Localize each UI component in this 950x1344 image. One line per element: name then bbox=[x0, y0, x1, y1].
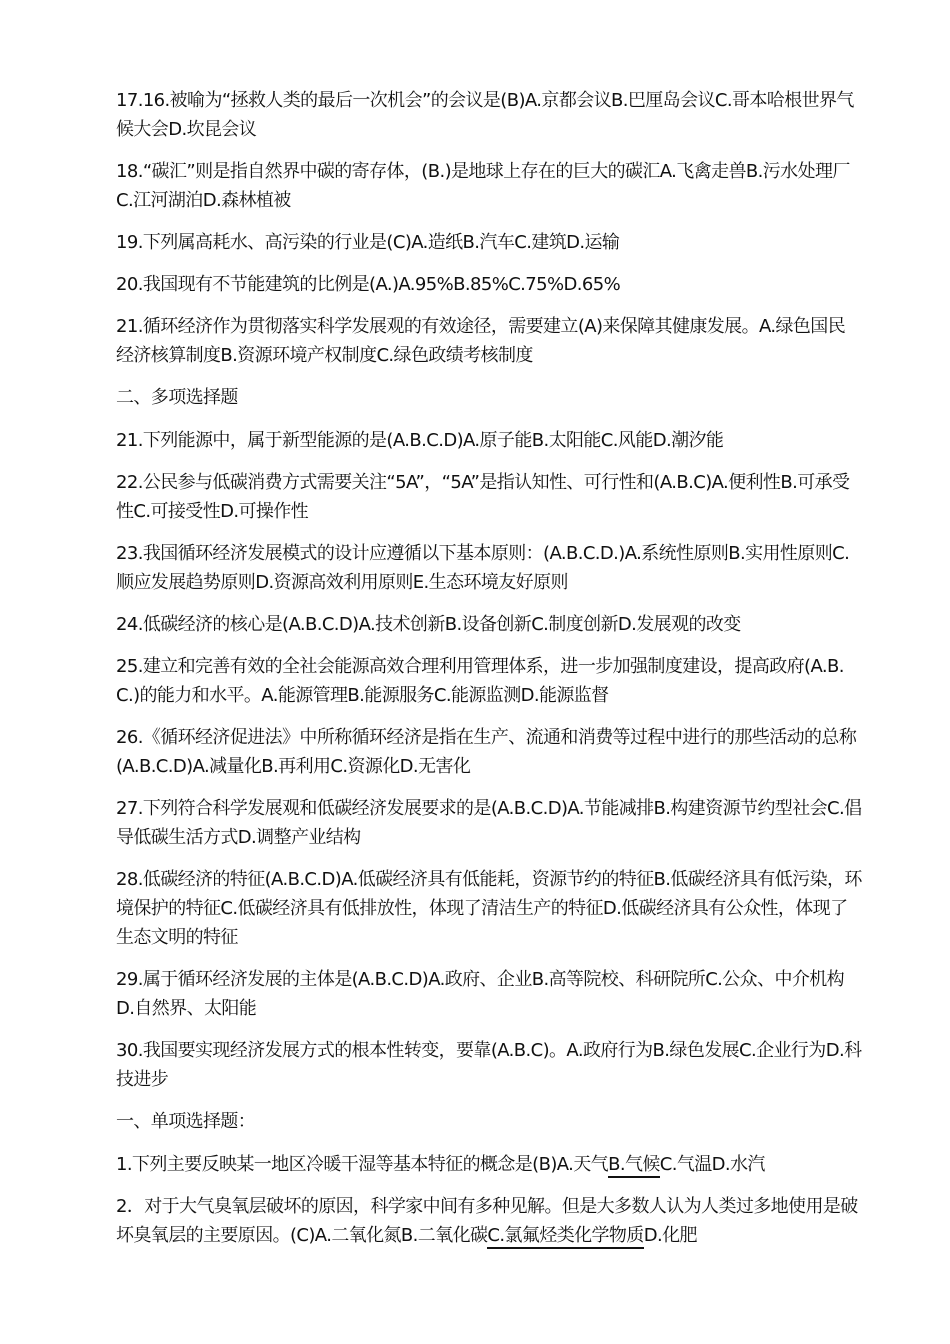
question-23: 23.我国循环经济发展模式的设计应遵循以下基本原则：(A.B.C.D.)A.系统性原则B.实用性原则C.顺应发展趋势原则D.资源高效利用原则E.生态环境友好原则 bbox=[116, 543, 850, 593]
question-1-underlined-answer: B.气候 bbox=[608, 1154, 660, 1178]
question-28: 28.低碳经济的特征(A.B.C.D)A.低碳经济具有低能耗，资源节约的特征B.低碳经济具有低污染，环境保护的特征C.低碳经济具有低排放性，体现了清洁生产的特征D.低碳经济具有公众性，体现了生态文明的特征 bbox=[116, 869, 862, 948]
question-2-underlined-answer: C.氯氟烃类化学物质 bbox=[487, 1225, 643, 1249]
question-18: 18.“碳汇”则是指自然界中碳的寄存体，(B.)是地球上存在的巨大的碳汇A.飞禽走兽B.污水处理厂C.江河湖泊D.森林植被 bbox=[116, 161, 850, 211]
question-26: 26.《循环经济促进法》中所称循环经济是指在生产、流通和消费等过程中进行的那些活动的总称(A.B.C.D)A.减量化B.再利用C.资源化D.无害化 bbox=[116, 727, 857, 777]
section-heading-single-choice: 一、单项选择题： bbox=[116, 1111, 256, 1132]
question-1-text-end: C.气温D.水汽 bbox=[659, 1154, 765, 1175]
question-19: 19.下列属高耗水、高污染的行业是(C)A.造纸B.汽车C.建筑D.运输 bbox=[116, 232, 620, 253]
question-1 bbox=[116, 1150, 862, 1179]
question-21b: 21.下列能源中，属于新型能源的是(A.B.C.D)A.原子能B.太阳能C.风能D.潮汐能 bbox=[116, 430, 724, 451]
question-21a: 21.循环经济作为贯彻落实科学发展观的有效途径，需要建立(A)来保障其健康发展。A.绿色国民经济核算制度B.资源环境产权制度C.绿色政绩考核制度 bbox=[116, 316, 846, 366]
question-30: 30.我国要实现经济发展方式的根本性转变，要靠(A.B.C)。A.政府行为B.绿色发展C.企业行为D.科技进步 bbox=[116, 1040, 862, 1090]
question-2-text: 2．对于大气臭氧层破坏的原因，科学家中间有多种见解。但是大多数人认为人类过多地使用是破坏臭氧层的主要原因。(C)A.二氧化氮B.二氧化碳 bbox=[116, 1196, 858, 1246]
question-24: 24.低碳经济的核心是(A.B.C.D)A.技术创新B.设备创新C.制度创新D.发展观的改变 bbox=[116, 614, 741, 635]
section-heading-multiple-choice: 二、多项选择题 bbox=[116, 387, 238, 408]
question-2 bbox=[116, 1192, 862, 1250]
question-20: 20.我国现有不节能建筑的比例是(A.)A.95%B.85%C.75%D.65% bbox=[116, 274, 621, 295]
question-29: 29.属于循环经济发展的主体是(A.B.C.D)A.政府、企业B.高等院校、科研院所C.公众、中介机构D.自然界、太阳能 bbox=[116, 969, 845, 1019]
question-27: 27.下列符合科学发展观和低碳经济发展要求的是(A.B.C.D)A.节能减排B.构建资源节约型社会C.倡导低碳生活方式D.调整产业结构 bbox=[116, 798, 862, 848]
question-17: 17.16.被喻为“拯救人类的最后一次机会”的会议是(B)A.京都会议B.巴厘岛会议C.哥本哈根世界气候大会D.坎昆会议 bbox=[116, 90, 854, 140]
question-2-text-end: D.化肥 bbox=[643, 1225, 697, 1246]
question-1-text: 1.下列主要反映某一地区冷暖干湿等基本特征的概念是(B)A.天气 bbox=[116, 1154, 609, 1175]
question-25: 25.建立和完善有效的全社会能源高效合理利用管理体系，进一步加强制度建设，提高政府(A.B.C.)的能力和水平。A.能源管理B.能源服务C.能源监测D.能源监督 bbox=[116, 656, 844, 706]
question-22: 22.公民参与低碳消费方式需要关注“5A”，“5A”是指认知性、可行性和(A.B.C)A.便利性B.可承受性C.可接受性D.可操作性 bbox=[116, 472, 850, 522]
